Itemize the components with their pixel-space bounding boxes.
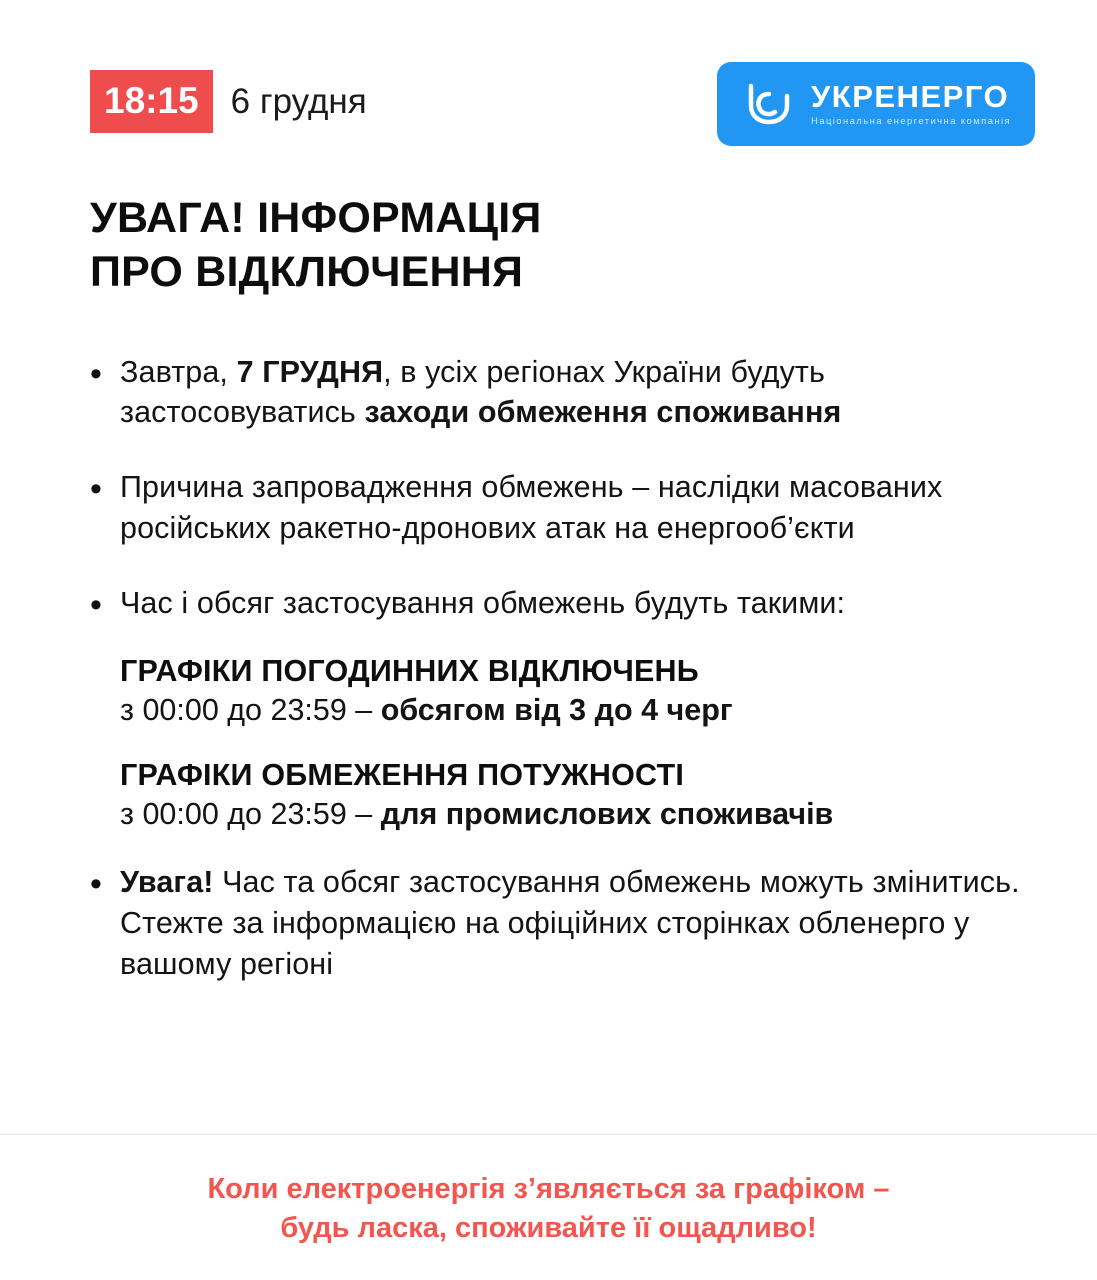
timestamp-group xyxy=(90,62,367,133)
bullet-glyph: • xyxy=(90,354,102,393)
schedule-time: з 00:00 до 23:59 – xyxy=(120,797,381,832)
ukrenergo-swirl-icon xyxy=(745,80,799,128)
date-label: 6 грудня xyxy=(230,81,367,121)
ukrenergo-logo xyxy=(717,62,1035,146)
footer-line-2: будь ласка, споживайте її ощадливо! xyxy=(280,1212,817,1245)
schedule-detail xyxy=(120,693,1027,728)
list-item xyxy=(90,352,1027,434)
page-title-line-2: ПРО ВІДКЛЮЧЕННЯ xyxy=(90,247,524,296)
text-fragment: Час та обсяг застосування обмежень можуть змінитись. Стежте за інформацією на офіційних сторінках обленерго у вашому регіоні xyxy=(120,865,1020,982)
footer-message xyxy=(0,1170,1097,1248)
text-emphasis: 7 ГРУДНЯ xyxy=(236,354,384,389)
schedule-heading: ГРАФІКИ ПОГОДИННИХ ВІДКЛЮЧЕНЬ xyxy=(120,654,699,689)
list-item-text: Причина запровадження обмежень – наслідки масованих російських ракетно-дронових атак на енергооб’єкти xyxy=(120,470,943,546)
bullet-glyph: • xyxy=(90,470,102,509)
bullet-glyph: • xyxy=(90,585,102,624)
schedule-power-limits xyxy=(120,758,1027,832)
schedule-volume: для промислових споживачів xyxy=(380,797,834,832)
schedule-detail xyxy=(120,797,1027,832)
page-title xyxy=(0,192,1097,300)
list-item-text xyxy=(120,352,1027,434)
schedule-time: з 00:00 до 23:59 – xyxy=(120,693,381,728)
text-emphasis: Увага! xyxy=(120,865,214,900)
text-fragment: , в усіх регіонах України будуть застосовуватись xyxy=(120,354,825,430)
text-emphasis: заходи обмеження споживання xyxy=(364,395,842,430)
schedule-hourly-outages xyxy=(120,654,1027,728)
list-item xyxy=(90,583,1027,629)
page-title-line-1: УВАГА! ІНФОРМАЦІЯ xyxy=(90,194,542,242)
logo-subtitle: Національна енергетична компанія xyxy=(811,116,1012,128)
schedule-volume: обсягом від 3 до 4 черг xyxy=(380,693,733,728)
list-item xyxy=(90,862,1027,985)
list-item-text xyxy=(120,862,1027,985)
footer-divider xyxy=(0,1134,1097,1135)
time-badge: 18:15 xyxy=(90,70,213,133)
bullet-glyph: • xyxy=(90,865,102,904)
text-fragment: Завтра, xyxy=(120,354,237,389)
footer-line-1: Коли електроенергія з’являється за графіком – xyxy=(207,1173,890,1205)
list-item xyxy=(90,467,1027,549)
logo-text-block xyxy=(811,81,1011,127)
card-header xyxy=(0,0,1097,146)
list-item-text: Час і обсяг застосування обмежень будуть такими: xyxy=(120,585,846,620)
schedule-heading: ГРАФІКИ ОБМЕЖЕННЯ ПОТУЖНОСТІ xyxy=(120,758,685,793)
logo-name: УКРЕНЕРГО xyxy=(811,79,1010,115)
announcement-body xyxy=(0,352,1097,986)
